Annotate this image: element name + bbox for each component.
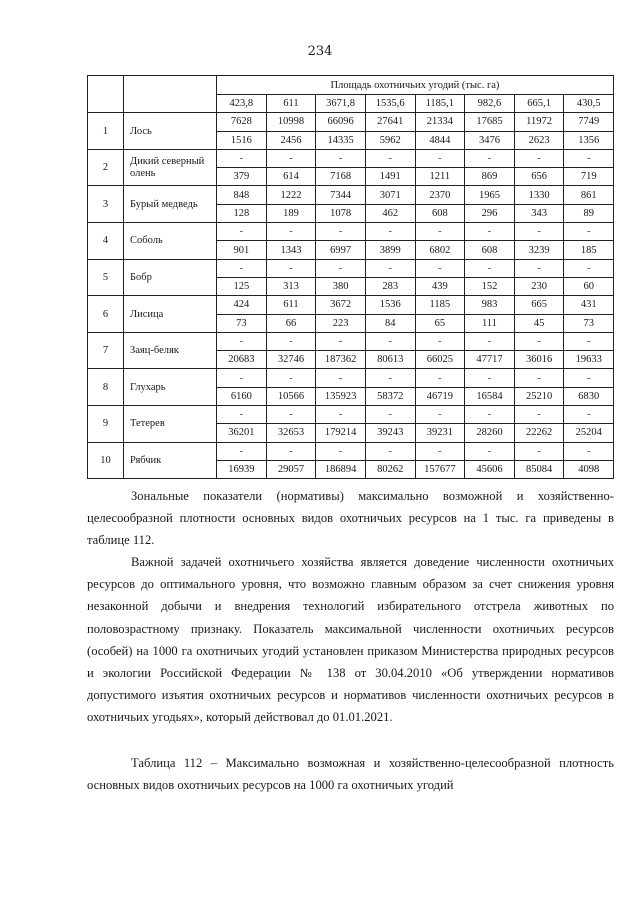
value-cell: - [514, 332, 564, 350]
value-cell: 189 [266, 204, 316, 222]
value-cell: - [514, 406, 564, 424]
value-cell: - [365, 369, 415, 387]
value-cell: 608 [465, 241, 515, 259]
value-cell: 1491 [365, 168, 415, 186]
value-cell: - [365, 149, 415, 167]
value-cell: 3239 [514, 241, 564, 259]
paragraph-1: Зональные показатели (нормативы) максимально возможной и хозяйственно-целесообразной плотности основных видов охотничьих ресурсов на 1 тыс. га приведены в таблице 112. [87, 489, 614, 548]
value-cell: 22262 [514, 424, 564, 442]
value-cell: - [217, 149, 267, 167]
value-cell: 36201 [217, 424, 267, 442]
value-cell: - [365, 259, 415, 277]
value-cell: 983 [465, 296, 515, 314]
density-table [87, 75, 614, 479]
table-row [88, 223, 614, 241]
value-cell: 3672 [316, 296, 366, 314]
table-row [88, 296, 614, 314]
value-cell: 608 [415, 204, 465, 222]
value-cell: 125 [217, 277, 267, 295]
value-cell: 80613 [365, 351, 415, 369]
value-cell: - [465, 223, 515, 241]
table-row [88, 369, 614, 387]
value-cell: - [564, 149, 614, 167]
area-cell: 1535,6 [365, 95, 415, 113]
row-number: 10 [88, 442, 124, 479]
value-cell: 7628 [217, 113, 267, 131]
value-cell: 25210 [514, 387, 564, 405]
value-cell: 46719 [415, 387, 465, 405]
value-cell: 3899 [365, 241, 415, 259]
area-cell: 665,1 [514, 95, 564, 113]
value-cell: - [316, 223, 366, 241]
value-cell: 283 [365, 277, 415, 295]
value-cell: - [514, 259, 564, 277]
value-cell: - [415, 442, 465, 460]
value-cell: 16939 [217, 460, 267, 478]
value-cell: 32653 [266, 424, 316, 442]
value-cell: - [365, 442, 415, 460]
area-cell: 1185,1 [415, 95, 465, 113]
value-cell: 869 [465, 168, 515, 186]
value-cell: 39243 [365, 424, 415, 442]
value-cell: 7344 [316, 186, 366, 204]
value-cell: - [217, 406, 267, 424]
value-cell: - [316, 369, 366, 387]
value-cell: 111 [465, 314, 515, 332]
table-row [88, 149, 614, 167]
value-cell: 128 [217, 204, 267, 222]
value-cell: 1516 [217, 131, 267, 149]
value-cell: 45 [514, 314, 564, 332]
value-cell: - [465, 332, 515, 350]
page-number: 234 [307, 44, 333, 59]
value-cell: - [415, 223, 465, 241]
value-cell: 1356 [564, 131, 614, 149]
value-cell: 10566 [266, 387, 316, 405]
species-name: Лисица [124, 296, 217, 333]
value-cell: 6802 [415, 241, 465, 259]
value-cell: 1185 [415, 296, 465, 314]
value-cell: - [514, 369, 564, 387]
value-cell: 47717 [465, 351, 515, 369]
value-cell: 1078 [316, 204, 366, 222]
paragraph-2: Важной задачей охотничьего хозяйства является доведение численности охотничьих ресурсов до оптимального уровня, что возможно главным образом за счет снижения уровня незаконной добычи и внедрения технологий избирательного отстрела животных по половозрастному признаку. Показатель максимальной численности охотничьих ресурсов (особей) на 1000 га охотничьих угодий установлен приказом Министерства природных ресурсов и экологии Российской Федерации № 138 от 30.04.2010 «Об утверждении нормативов допустимого изъятия охотничьих ресурсов и нормативов численности охотничьих ресурсов в охотничьих угодьях», который действовал до 01.01.2021. [87, 555, 614, 725]
value-cell: 1222 [266, 186, 316, 204]
value-cell: 11972 [514, 113, 564, 131]
value-cell: - [465, 369, 515, 387]
row-number: 5 [88, 259, 124, 296]
value-cell: - [217, 369, 267, 387]
value-cell: 16584 [465, 387, 515, 405]
species-name: Соболь [124, 223, 217, 260]
value-cell: - [316, 149, 366, 167]
table-row [88, 259, 614, 277]
value-cell: - [415, 332, 465, 350]
value-cell: - [217, 442, 267, 460]
value-cell: 1965 [465, 186, 515, 204]
value-cell: 17685 [465, 113, 515, 131]
area-cell: 611 [266, 95, 316, 113]
row-number: 8 [88, 369, 124, 406]
value-cell: 4844 [415, 131, 465, 149]
value-cell: 39231 [415, 424, 465, 442]
species-name: Тетерев [124, 406, 217, 443]
value-cell: 89 [564, 204, 614, 222]
value-cell: - [564, 223, 614, 241]
header-empty-num [88, 76, 124, 113]
value-cell: 3476 [465, 131, 515, 149]
species-name: Рябчик [124, 442, 217, 479]
value-cell: 65 [415, 314, 465, 332]
table-row [88, 442, 614, 460]
species-name: Бурый медведь [124, 186, 217, 223]
value-cell: - [266, 223, 316, 241]
value-cell: - [266, 369, 316, 387]
value-cell: - [316, 442, 366, 460]
value-cell: 614 [266, 168, 316, 186]
table-caption: Таблица 112 – Максимально возможная и хозяйственно-целесообразной плотность основных видов охотничьих ресурсов на 1000 га охотничьих угодий [87, 756, 614, 793]
value-cell: 29057 [266, 460, 316, 478]
value-cell: 313 [266, 277, 316, 295]
value-cell: 2623 [514, 131, 564, 149]
row-number: 1 [88, 113, 124, 150]
value-cell: - [564, 442, 614, 460]
value-cell: 379 [217, 168, 267, 186]
value-cell: - [564, 406, 614, 424]
value-cell: 14335 [316, 131, 366, 149]
value-cell: 66096 [316, 113, 366, 131]
value-cell: 80262 [365, 460, 415, 478]
value-cell: - [217, 259, 267, 277]
value-cell: - [316, 406, 366, 424]
value-cell: 656 [514, 168, 564, 186]
value-cell: 32746 [266, 351, 316, 369]
table-header-row [88, 76, 614, 95]
value-cell: 45606 [465, 460, 515, 478]
species-name: Лось [124, 113, 217, 150]
value-cell: - [415, 406, 465, 424]
value-cell: 719 [564, 168, 614, 186]
value-cell: 152 [465, 277, 515, 295]
value-cell: 27641 [365, 113, 415, 131]
value-cell: 611 [266, 296, 316, 314]
value-cell: - [266, 149, 316, 167]
value-cell: 3071 [365, 186, 415, 204]
value-cell: - [266, 259, 316, 277]
header-title: Площадь охотничьих угодий (тыс. га) [217, 76, 614, 95]
value-cell: 7168 [316, 168, 366, 186]
row-number: 9 [88, 406, 124, 443]
value-cell: 20683 [217, 351, 267, 369]
value-cell: - [365, 332, 415, 350]
value-cell: - [415, 369, 465, 387]
value-cell: - [465, 259, 515, 277]
value-cell: 7749 [564, 113, 614, 131]
value-cell: - [365, 223, 415, 241]
value-cell: 10998 [266, 113, 316, 131]
value-cell: 2456 [266, 131, 316, 149]
value-cell: - [514, 223, 564, 241]
value-cell: - [316, 259, 366, 277]
value-cell: 186894 [316, 460, 366, 478]
value-cell: 66025 [415, 351, 465, 369]
value-cell: 179214 [316, 424, 366, 442]
value-cell: 21334 [415, 113, 465, 131]
table-row [88, 186, 614, 204]
value-cell: 380 [316, 277, 366, 295]
row-number: 4 [88, 223, 124, 260]
area-cell: 430,5 [564, 95, 614, 113]
value-cell: 73 [217, 314, 267, 332]
row-number: 3 [88, 186, 124, 223]
value-cell: - [465, 149, 515, 167]
row-number: 6 [88, 296, 124, 333]
value-cell: - [465, 406, 515, 424]
value-cell: 223 [316, 314, 366, 332]
value-cell: 25204 [564, 424, 614, 442]
value-cell: 73 [564, 314, 614, 332]
row-number: 7 [88, 332, 124, 369]
value-cell: 343 [514, 204, 564, 222]
value-cell: 19633 [564, 351, 614, 369]
value-cell: 4098 [564, 460, 614, 478]
area-cell: 982,6 [465, 95, 515, 113]
value-cell: 84 [365, 314, 415, 332]
value-cell: 1343 [266, 241, 316, 259]
species-name: Дикий северный олень [124, 149, 217, 186]
value-cell: 85084 [514, 460, 564, 478]
value-cell: 431 [564, 296, 614, 314]
value-cell: 157677 [415, 460, 465, 478]
value-cell: - [514, 442, 564, 460]
value-cell: 36016 [514, 351, 564, 369]
value-cell: - [365, 406, 415, 424]
value-cell: - [564, 259, 614, 277]
value-cell: - [217, 332, 267, 350]
table-row [88, 113, 614, 131]
value-cell: 462 [365, 204, 415, 222]
value-cell: 6830 [564, 387, 614, 405]
value-cell: 135923 [316, 387, 366, 405]
value-cell: - [266, 332, 316, 350]
header-empty-name [124, 76, 217, 113]
value-cell: 901 [217, 241, 267, 259]
value-cell: 665 [514, 296, 564, 314]
value-cell: 861 [564, 186, 614, 204]
area-cell: 3671,8 [316, 95, 366, 113]
species-name: Заяц-беляк [124, 332, 217, 369]
value-cell: 1330 [514, 186, 564, 204]
value-cell: 60 [564, 277, 614, 295]
value-cell: - [514, 149, 564, 167]
value-cell: - [564, 332, 614, 350]
value-cell: 28260 [465, 424, 515, 442]
value-cell: - [564, 369, 614, 387]
value-cell: 58372 [365, 387, 415, 405]
value-cell: 848 [217, 186, 267, 204]
value-cell: 424 [217, 296, 267, 314]
value-cell: - [266, 442, 316, 460]
species-name: Глухарь [124, 369, 217, 406]
value-cell: 439 [415, 277, 465, 295]
value-cell: 6160 [217, 387, 267, 405]
value-cell: - [415, 259, 465, 277]
value-cell: - [217, 223, 267, 241]
value-cell: - [415, 149, 465, 167]
value-cell: 5962 [365, 131, 415, 149]
value-cell: - [266, 406, 316, 424]
value-cell: 1536 [365, 296, 415, 314]
species-name: Бобр [124, 259, 217, 296]
value-cell: - [316, 332, 366, 350]
value-cell: 185 [564, 241, 614, 259]
value-cell: 187362 [316, 351, 366, 369]
value-cell: 66 [266, 314, 316, 332]
value-cell: 230 [514, 277, 564, 295]
value-cell: 6997 [316, 241, 366, 259]
value-cell: - [465, 442, 515, 460]
area-cell: 423,8 [217, 95, 267, 113]
value-cell: 2370 [415, 186, 465, 204]
table-row [88, 406, 614, 424]
value-cell: 1211 [415, 168, 465, 186]
row-number: 2 [88, 149, 124, 186]
value-cell: 296 [465, 204, 515, 222]
table-row [88, 332, 614, 350]
